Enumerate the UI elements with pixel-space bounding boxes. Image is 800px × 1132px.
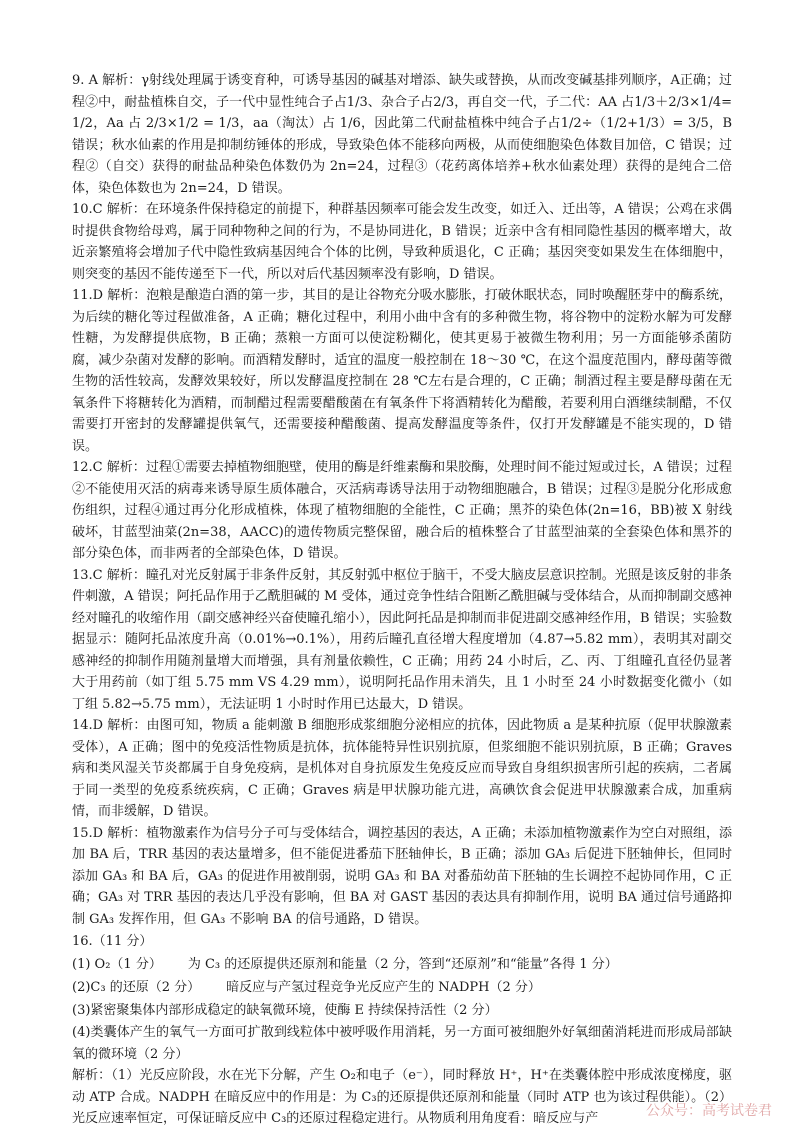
q16-part4: (4)类囊体产生的氧气一方面可扩散到线粒体中被呼吸作用消耗，另一方面可被细胞外好氧细菌消耗进而形成局部缺氧的微环境（2 分）	[72, 1025, 732, 1062]
q16-part2-detail: 暗反应与产氢过程竞争光反应产生的 NADPH（2 分）	[226, 980, 541, 995]
answer-q12: 12.C 解析：过程①需要去掉植物细胞壁，使用的酶是纤维素酶和果胶酶，处理时间不能过短或过长，A 错误；过程②不能使用灭活的病毒来诱导原生质体融合，灭活病毒诱导法用于动物细胞融合，B 错误；过程③是脱分化形成愈伤组织，过程④通过再分化形成植株，体现了植物细胞的全能性，C 正确；黑芥的染色体(2n=16，BB)被 X 射线破坏，甘蓝型油菜(2n=38，AACC)的遗传物质完整保留，融合后的植株整合了甘蓝型油菜的全套染色体和黑芥的部分染色体，而非两者的全部染色体，D 错误。	[72, 460, 732, 561]
q16-part2-answer: (2)C₃ 的还原（2 分）	[72, 980, 201, 995]
watermark: 公众号：高考试卷君	[646, 1103, 772, 1119]
answer-q14: 14.D 解析：由图可知，物质 a 能刺激 B 细胞形成浆细胞分泌相应的抗体，因此物质 a 是某种抗原（促甲状腺激素受体），A 正确；图中的免疫活性物质是抗体，抗体能特异性识别抗原，但浆细胞不能识别抗原，B 正确；Graves 病和类风湿关节炎都属于自身免疫病，是机体对自身抗原发生免疫反应而导致自身组织损害所引起的疾病，二者属于同一类型的免疫系统疾病，C 正确；Graves 病是甲状腺功能亢进，高碘饮食会促进甲状腺激素合成，加重病情，而非缓解，D 错误。	[72, 718, 732, 819]
q16-part1-answer: (1) O₂（1 分）	[72, 957, 162, 972]
answer-q13: 13.C 解析：瞳孔对光反射属于非条件反射，其反射弧中枢位于脑干，不受大脑皮层意识控制。光照是该反射的非条件刺激，A 错误；阿托品作用于乙酰胆碱的 M 受体，通过竞争性结合阻断乙酰胆碱与受体结合，从而抑制副交感神经对瞳孔的收缩作用（副交感神经兴奋使瞳孔缩小），因此阿托品是抑制而非促进副交感神经作用，B 错误；实验数据显示：随阿托品浓度升高（0.01%→0.1%），用药后瞳孔直径增大程度增加（4.87→5.82 mm），表明其对副交感神经的抑制作用随剂量增大而增强，具有剂量依赖性，C 正确；用药 24 小时后，乙、丙、丁组瞳孔直径仍显著大于用药前（如丁组 5.75 mm VS 4.29 mm），说明阿托品作用未消失，且 1 小时至 24 小时数据变化微小（如丁组 5.82→5.75 mm），无法证明 1 小时时作用已达最大，D 错误。	[72, 567, 732, 712]
answer-q15: 15.D 解析：植物激素作为信号分子可与受体结合，调控基因的表达，A 正确；未添加植物激素作为空白对照组，添加 BA 后，TRR 基因的表达量增多，但不能促进番茄下胚轴伸长，B 正确；添加 GA₃ 后促进下胚轴伸长，但同时添加 GA₃ 和 BA 后，GA₃ 的促进作用被削弱，说明 GA₃ 和 BA 对番茄幼苗下胚轴的生长调控不起协同作用，C 正确；GA₃ 对 TRR 基因的表达几乎没有影响，但 BA 对 GAST 基因的表达具有抑制作用，说明 BA 通过信号通路抑制 GA₃ 发挥作用，但 GA₃ 不影响 BA 的信号通路，D 错误。	[72, 825, 732, 927]
answer-q9: 9. A 解析：γ射线处理属于诱变育种，可诱导基因的碱基对增添、缺失或替换，从而改变碱基排列顺序，A正确；过程②中，耐盐植株自交，子一代中显性纯合子占1/3、杂合子占2/3，再自交一代，子二代：AA 占1/3＋2/3×1/4=1/2，Aa 占 2/3×1/2 = 1/3，aa（淘汰）占 1/6，因此第二代耐盐植株中纯合子占1/2÷（1/2+1/3）= 3/5，B 错误；秋水仙素的作用是抑制纺锤体的形成，导致染色体不能移向两极，从而使细胞染色体数目加倍，C 错误；过程②（自交）获得的耐盐品种染色体数仍为 2n=24，过程③（花药离体培养+秋水仙素处理）获得的是纯合二倍体，染色体数也为 2n=24，D 错误。	[72, 73, 732, 196]
q16-header: 16.（11 分）	[72, 934, 153, 949]
q16-analysis: 解析：（1）光反应阶段，水在光下分解，产生 O₂和电子（e⁻），同时释放 H⁺，H⁺在类囊体腔中形成浓度梯度，驱动 ATP 合成。NADPH 在暗反应中的作用是：为 C₃的还原提供还原剂和能量（同时 ATP 也为该过程供能）。（2）光反应速率恒定，可保证暗反应中 C₃的还原过程稳定进行。从物质利用角度看：暗反应与产	[72, 1068, 732, 1126]
q16-part1-detail: 为 C₃ 的还原提供还原剂和能量（2 分，答到“还原剂”和“能量”各得 1 分）	[187, 957, 618, 972]
answer-document	[72, 70, 732, 1130]
q16-part3: (3)紧密聚集体内部形成稳定的缺氧微环境，使酶 E 持续保持活性（2 分）	[72, 1003, 498, 1018]
q16-part2	[72, 976, 732, 999]
q16-part1	[72, 953, 732, 976]
answer-q10: 10.C 解析：在环境条件保持稳定的前提下，种群基因频率可能会发生改变，如迁入、迁出等，A 错误；公鸡在求偶时提供食物给母鸡，属于同种物种之间的行为，不是协同进化，B 错误；近亲中含有相同隐性基因的概率增大，故近亲繁殖将会增加子代中隐性致病基因纯合个体的比例，导致种质退化，C 正确；基因突变如果发生在体细胞中，则突变的基因不能传递至下一代，所以对后代基因频率没有影响，D 错误。	[72, 202, 732, 282]
answer-q11: 11.D 解析：泡粮是酿造白酒的第一步，其目的是让谷物充分吸水膨胀，打破休眠状态，同时唤醒胚芽中的酶系统，为后续的糖化等过程做准备，A 正确；糖化过程中，利用小曲中含有的多种微生物，将谷物中的淀粉水解为可发酵性糖，为发酵提供底物，B 正确；蒸粮一方面可以使淀粉糊化，使其更易于被微生物利用；另一方面能够杀菌防腐，减少杂菌对发酵的影响。而酒精发酵时，适宜的温度一般控制在 18～30 ℃，在这个温度范围内，酵母菌等微生物的活性较高，发酵效果较好，所以发酵温度控制在 28 ℃左右是合理的，C 正确；制酒过程主要是酵母菌在无氧条件下将糖转化为酒精，而制醋过程需要醋酸菌在有氧条件下将酒精转化为醋酸，若要利用白酒继续制醋，不仅需要打开密封的发酵罐提供氧气，还需要接种醋酸菌、提高发酵温度等条件，仅打开发酵罐是不能实现的，D 错误。	[72, 288, 732, 454]
answer-q16	[72, 930, 732, 1130]
